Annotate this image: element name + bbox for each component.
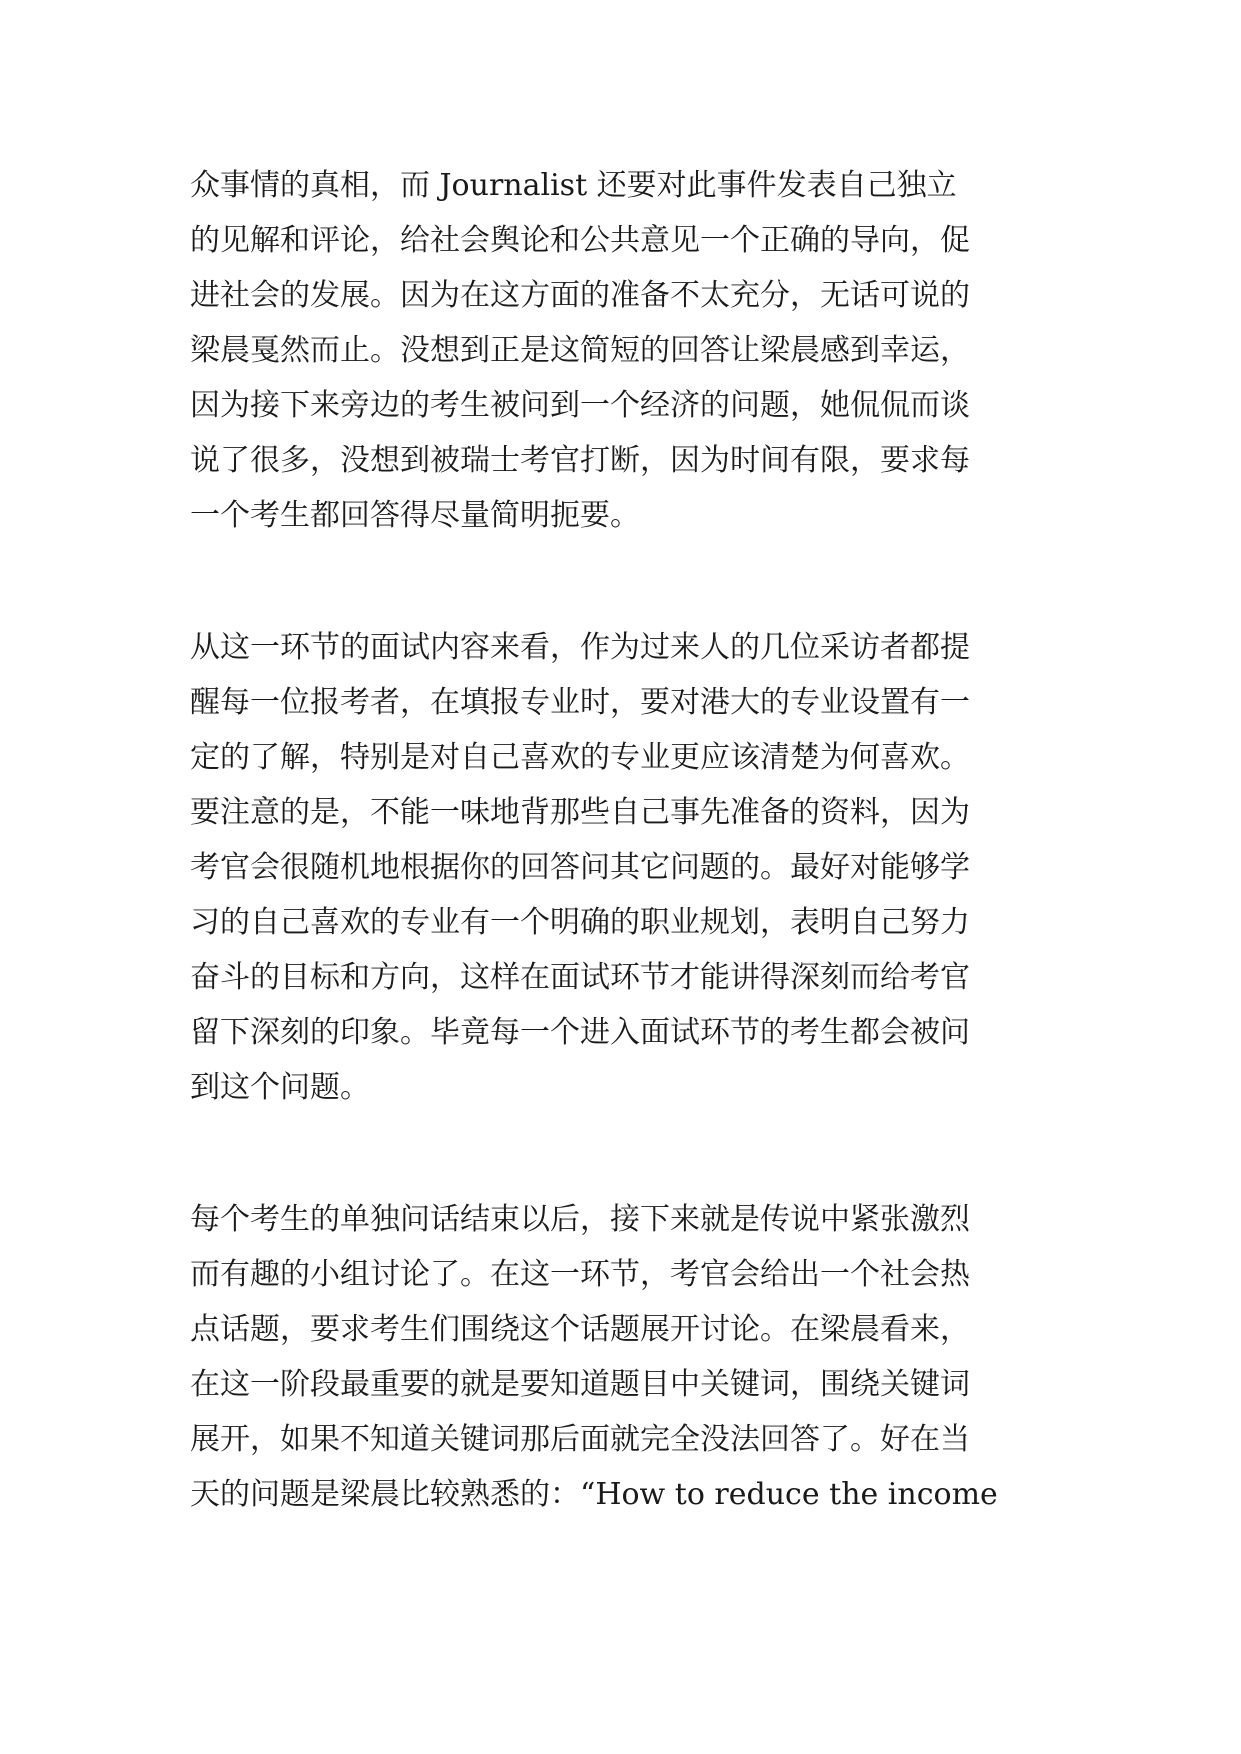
text-line: 因为接下来旁边的考生被问到一个经济的问题，她侃侃而谈: [190, 388, 970, 423]
text-line: 说了很多，没想到被瑞士考官打断，因为时间有限，要求每: [190, 443, 970, 478]
text-line: 在这一阶段最重要的就是要知道题目中关键词，围绕关键词: [190, 1367, 970, 1402]
text-line: 每个考生的单独问话结束以后，接下来就是传说中紧张激烈: [190, 1202, 970, 1237]
text-line: 进社会的发展。因为在这方面的准备不太充分，无话可说的: [190, 278, 970, 313]
text-line: 留下深刻的印象。毕竟每一个进入面试环节的考生都会被问: [190, 1015, 970, 1050]
text-line: 考官会很随机地根据你的回答问其它问题的。最好对能够学: [190, 850, 970, 885]
text-line: 众事情的真相，而 Journalist 还要对此事件发表自己独立: [190, 168, 957, 203]
text-line: 从这一环节的面试内容来看，作为过来人的几位采访者都提: [190, 630, 970, 665]
text-line: 一个考生都回答得尽量简明扼要。: [190, 498, 640, 533]
text-line: 梁晨戛然而止。没想到正是这简短的回答让梁晨感到幸运，: [190, 333, 970, 368]
text-line: 奋斗的目标和方向，这样在面试环节才能讲得深刻而给考官: [190, 960, 970, 995]
text-line: 习的自己喜欢的专业有一个明确的职业规划，表明自己努力: [190, 905, 970, 940]
text-line: 天的问题是梁晨比较熟悉的：“How to reduce the income: [190, 1477, 998, 1512]
text-line: 的见解和评论，给社会舆论和公共意见一个正确的导向，促: [190, 223, 970, 258]
text-line: 定的了解，特别是对自己喜欢的专业更应该清楚为何喜欢。: [190, 740, 970, 775]
text-line: 到这个问题。: [190, 1070, 370, 1105]
text-line: 展开，如果不知道关键词那后面就完全没法回答了。好在当: [190, 1422, 970, 1457]
text-line: 而有趣的小组讨论了。在这一环节，考官会给出一个社会热: [190, 1257, 970, 1292]
text-line: 点话题，要求考生们围绕这个话题展开讨论。在梁晨看来，: [190, 1312, 970, 1347]
text-line: 要注意的是，不能一味地背那些自己事先准备的资料，因为: [190, 795, 970, 830]
text-line: 醒每一位报考者，在填报专业时，要对港大的专业设置有一: [190, 685, 970, 720]
